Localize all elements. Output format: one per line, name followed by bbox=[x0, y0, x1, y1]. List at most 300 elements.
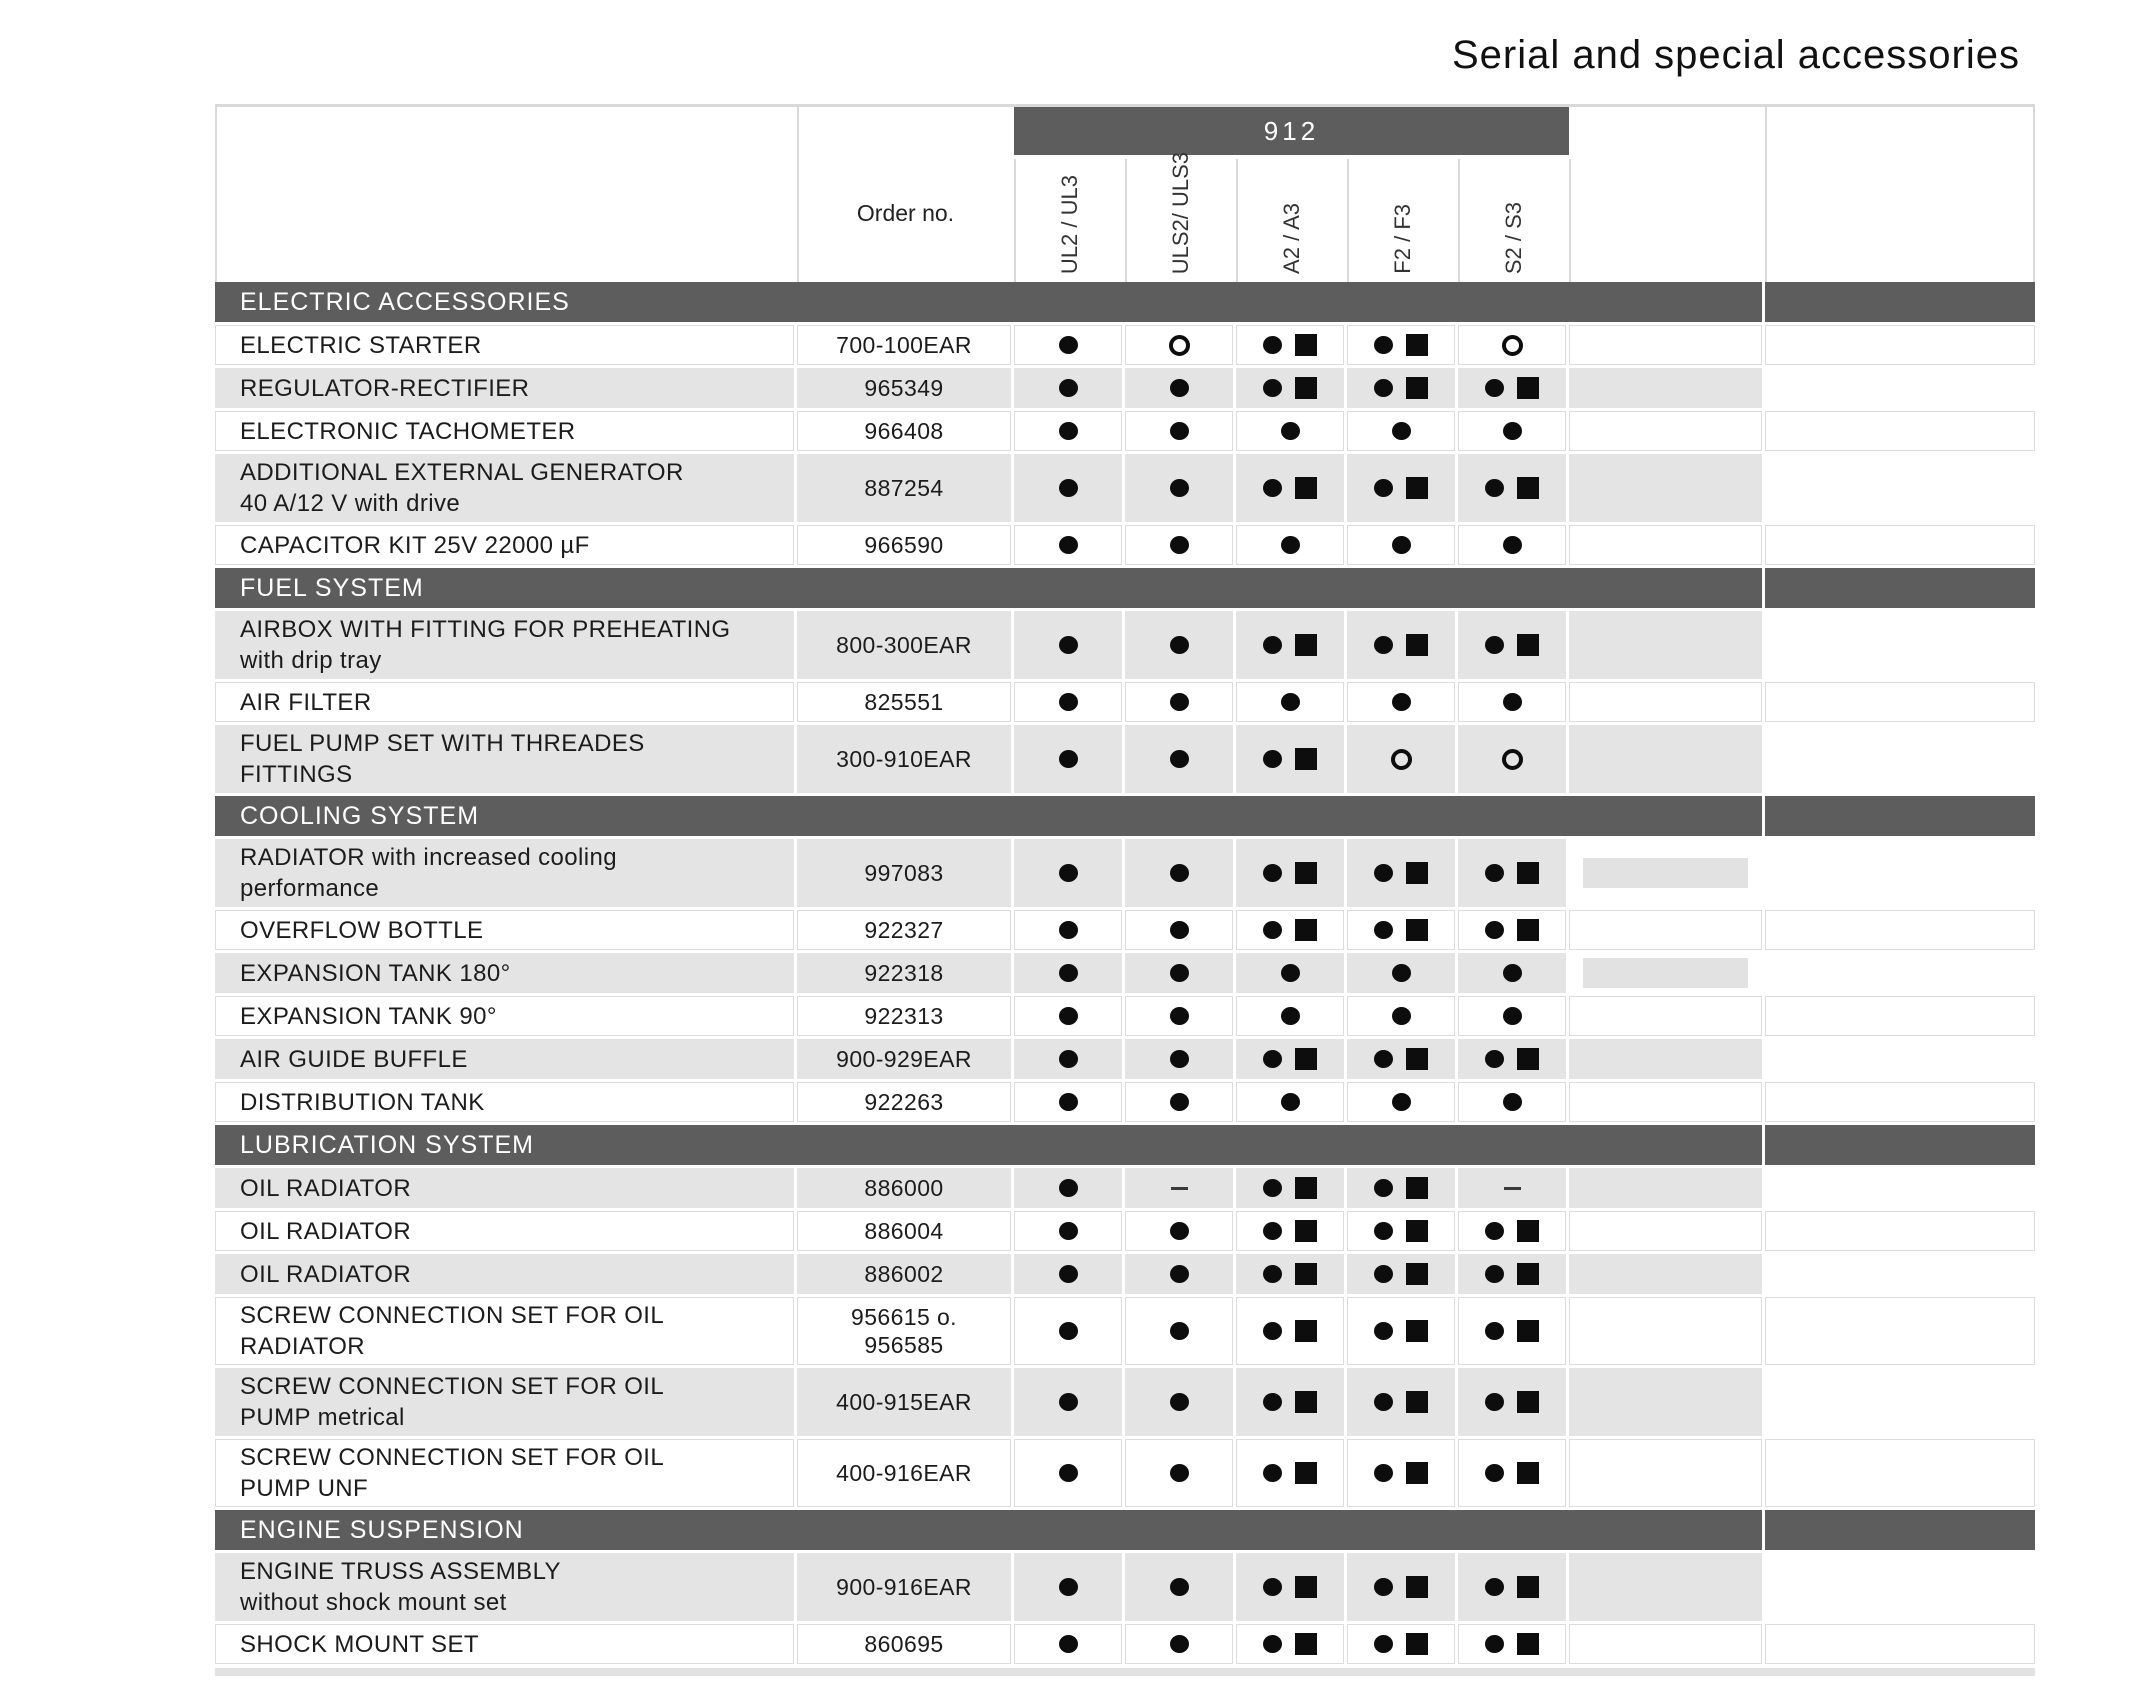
filled-dot-icon bbox=[1374, 479, 1393, 497]
order-no-cell bbox=[797, 1553, 1011, 1621]
filled-dot-icon bbox=[1485, 479, 1504, 497]
item-name-cell bbox=[215, 1368, 794, 1436]
filled-square-icon bbox=[1406, 1177, 1428, 1199]
engine-col-label bbox=[1347, 159, 1458, 280]
mark-cell bbox=[1125, 839, 1233, 907]
item-name-cell bbox=[215, 525, 794, 565]
mark-cell bbox=[1347, 1553, 1455, 1621]
open-circle-icon bbox=[1502, 335, 1523, 356]
gap-cell bbox=[1569, 1624, 1762, 1664]
filled-dot-icon bbox=[1059, 1179, 1078, 1197]
table-header bbox=[215, 104, 2035, 282]
item-name-line: EXPANSION TANK 90° bbox=[240, 1002, 497, 1030]
filled-dot-icon bbox=[1485, 1222, 1504, 1240]
mark-cell bbox=[1125, 325, 1233, 365]
table-left-border bbox=[215, 104, 217, 282]
item-name-cell bbox=[215, 910, 794, 950]
filled-square-icon bbox=[1517, 1220, 1539, 1242]
item-name-line: OIL RADIATOR bbox=[240, 1217, 412, 1245]
mark-cell bbox=[1458, 1553, 1566, 1621]
mark-cell bbox=[1347, 1368, 1455, 1436]
filled-dot-icon bbox=[1485, 921, 1504, 939]
mark-cell bbox=[1236, 1439, 1344, 1507]
filled-dot-icon bbox=[1485, 1265, 1504, 1283]
item-name-line: DISTRIBUTION TANK bbox=[240, 1088, 485, 1116]
filled-square-icon bbox=[1517, 1263, 1539, 1285]
filled-square-icon bbox=[1295, 334, 1317, 356]
mark-cell bbox=[1236, 839, 1344, 907]
item-name-cell bbox=[215, 411, 794, 451]
mark-cell bbox=[1236, 682, 1344, 722]
engine-col-label bbox=[1014, 159, 1125, 280]
filled-dot-icon bbox=[1485, 1322, 1504, 1340]
mark-cell bbox=[1236, 1254, 1344, 1294]
mark-cell bbox=[1125, 1168, 1233, 1208]
mark-cell bbox=[1125, 1039, 1233, 1079]
right-margin-cell bbox=[1765, 454, 2035, 522]
item-name-line: SHOCK MOUNT SET bbox=[240, 1630, 479, 1658]
mark-cell bbox=[1236, 1082, 1344, 1122]
section-bar-right bbox=[1765, 282, 2035, 322]
filled-dot-icon bbox=[1059, 1007, 1078, 1025]
filled-dot-icon bbox=[1059, 964, 1078, 982]
order-no: 997083 bbox=[864, 860, 944, 886]
mark-cell bbox=[1125, 682, 1233, 722]
gap-cell bbox=[1569, 1553, 1762, 1621]
order-no-cell bbox=[797, 1439, 1011, 1507]
item-name-cell bbox=[215, 611, 794, 679]
mark-cell bbox=[1125, 1553, 1233, 1621]
mark-cell bbox=[1125, 910, 1233, 950]
item-row bbox=[215, 411, 2035, 451]
order-no: 965349 bbox=[864, 375, 944, 401]
filled-dot-icon bbox=[1059, 636, 1078, 654]
mark-cell bbox=[1347, 839, 1455, 907]
mark-cell bbox=[1347, 454, 1455, 522]
item-name-cell bbox=[215, 368, 794, 408]
item-name-line: EXPANSION TANK 180° bbox=[240, 959, 511, 987]
mark-cell bbox=[1014, 1368, 1122, 1436]
section-bar-right bbox=[1765, 796, 2035, 836]
order-no: 825551 bbox=[864, 689, 944, 715]
order-no: 922318 bbox=[864, 960, 944, 986]
mark-cell bbox=[1125, 1254, 1233, 1294]
item-name-cell bbox=[215, 1553, 794, 1621]
filled-dot-icon bbox=[1374, 1050, 1393, 1068]
filled-dot-icon bbox=[1170, 1093, 1189, 1111]
filled-dot-icon bbox=[1263, 636, 1282, 654]
filled-square-icon bbox=[1406, 477, 1428, 499]
filled-dot-icon bbox=[1374, 379, 1393, 397]
col-separator bbox=[1347, 159, 1349, 282]
right-margin-cell bbox=[1765, 1039, 2035, 1079]
filled-dot-icon bbox=[1263, 750, 1282, 768]
filled-dot-icon bbox=[1059, 422, 1078, 440]
item-name-line: OIL RADIATOR bbox=[240, 1174, 412, 1202]
mark-cell bbox=[1014, 368, 1122, 408]
item-name-cell bbox=[215, 1254, 794, 1294]
mark-cell bbox=[1014, 1168, 1122, 1208]
filled-dot-icon bbox=[1170, 964, 1189, 982]
order-no: 922327 bbox=[864, 917, 944, 943]
mark-cell bbox=[1458, 839, 1566, 907]
filled-dot-icon bbox=[1281, 1093, 1300, 1111]
filled-square-icon bbox=[1517, 862, 1539, 884]
item-name-line: ELECTRIC STARTER bbox=[240, 331, 482, 359]
mark-cell bbox=[1125, 996, 1233, 1036]
right-margin-cell bbox=[1765, 525, 2035, 565]
filled-dot-icon bbox=[1170, 1007, 1189, 1025]
section-bar bbox=[215, 568, 2035, 608]
item-name-line: AIRBOX WITH FITTING FOR PREHEATING bbox=[240, 616, 731, 643]
item-row bbox=[215, 1211, 2035, 1251]
filled-dot-icon bbox=[1059, 750, 1078, 768]
filled-dot-icon bbox=[1170, 1222, 1189, 1240]
item-name-line: AIR FILTER bbox=[240, 688, 372, 716]
filled-square-icon bbox=[1517, 1576, 1539, 1598]
engine-col-label bbox=[1236, 159, 1347, 280]
mark-cell bbox=[1014, 682, 1122, 722]
item-name-cell bbox=[215, 953, 794, 993]
filled-square-icon bbox=[1517, 477, 1539, 499]
filled-dot-icon bbox=[1263, 336, 1282, 354]
item-name-cell bbox=[215, 682, 794, 722]
order-no: 800-300EAR bbox=[836, 632, 972, 658]
item-name-line: SCREW CONNECTION SET FOR OIL bbox=[240, 1444, 665, 1471]
order-no: 956585 bbox=[864, 1332, 944, 1358]
mark-cell bbox=[1236, 1297, 1344, 1365]
order-no-cell bbox=[797, 1297, 1011, 1365]
mark-cell bbox=[1347, 996, 1455, 1036]
filled-dot-icon bbox=[1059, 693, 1078, 711]
item-name-line: with drip tray bbox=[240, 647, 382, 674]
gap-cell bbox=[1569, 368, 1762, 408]
col-separator bbox=[1569, 159, 1571, 282]
side-placeholder-box bbox=[1583, 858, 1748, 888]
mark-cell bbox=[1125, 953, 1233, 993]
item-row bbox=[215, 1168, 2035, 1208]
gap-cell bbox=[1569, 1368, 1762, 1436]
filled-dot-icon bbox=[1263, 1222, 1282, 1240]
filled-square-icon bbox=[1295, 634, 1317, 656]
mark-cell bbox=[1347, 953, 1455, 993]
order-no-cell bbox=[797, 1254, 1011, 1294]
col-separator bbox=[1125, 159, 1127, 282]
order-no-cell bbox=[797, 1624, 1011, 1664]
mark-cell bbox=[1347, 325, 1455, 365]
gap-cell bbox=[1569, 953, 1762, 993]
filled-dot-icon bbox=[1485, 1393, 1504, 1411]
mark-cell bbox=[1347, 682, 1455, 722]
item-row bbox=[215, 725, 2035, 793]
filled-square-icon bbox=[1517, 1391, 1539, 1413]
item-row bbox=[215, 1039, 2035, 1079]
order-no: 886002 bbox=[864, 1261, 944, 1287]
engine-col-label-text: S2 / S3 bbox=[1500, 201, 1526, 274]
order-no-cell bbox=[797, 454, 1011, 522]
filled-dot-icon bbox=[1281, 536, 1300, 554]
mark-cell bbox=[1458, 1254, 1566, 1294]
mark-cell bbox=[1125, 368, 1233, 408]
mark-cell bbox=[1014, 525, 1122, 565]
item-row bbox=[215, 611, 2035, 679]
mark-cell bbox=[1458, 1439, 1566, 1507]
mark-cell bbox=[1014, 1439, 1122, 1507]
mark-cell bbox=[1458, 910, 1566, 950]
filled-dot-icon bbox=[1059, 1093, 1078, 1111]
filled-dot-icon bbox=[1170, 422, 1189, 440]
mark-cell bbox=[1236, 525, 1344, 565]
filled-dot-icon bbox=[1059, 1265, 1078, 1283]
filled-square-icon bbox=[1406, 377, 1428, 399]
order-no-cell bbox=[797, 910, 1011, 950]
item-row bbox=[215, 1082, 2035, 1122]
filled-square-icon bbox=[1295, 862, 1317, 884]
mark-cell bbox=[1458, 996, 1566, 1036]
right-margin-cell bbox=[1765, 1211, 2035, 1251]
filled-dot-icon bbox=[1281, 964, 1300, 982]
mark-cell bbox=[1014, 454, 1122, 522]
item-name-line: SCREW CONNECTION SET FOR OIL bbox=[240, 1302, 665, 1329]
mark-cell bbox=[1125, 1211, 1233, 1251]
item-row bbox=[215, 996, 2035, 1036]
item-row bbox=[215, 910, 2035, 950]
filled-square-icon bbox=[1295, 1177, 1317, 1199]
item-name-cell bbox=[215, 1211, 794, 1251]
filled-dot-icon bbox=[1059, 336, 1078, 354]
item-name-cell bbox=[215, 1624, 794, 1664]
mark-cell bbox=[1458, 1168, 1566, 1208]
mark-cell bbox=[1014, 953, 1122, 993]
mark-cell bbox=[1236, 725, 1344, 793]
filled-square-icon bbox=[1295, 748, 1317, 770]
filled-dot-icon bbox=[1059, 921, 1078, 939]
mark-cell bbox=[1125, 411, 1233, 451]
filled-dot-icon bbox=[1503, 1093, 1522, 1111]
filled-dot-icon bbox=[1170, 1393, 1189, 1411]
order-no: 922313 bbox=[864, 1003, 944, 1029]
mark-cell bbox=[1347, 525, 1455, 565]
gap-cell bbox=[1569, 725, 1762, 793]
filled-dot-icon bbox=[1503, 1007, 1522, 1025]
item-row bbox=[215, 1254, 2035, 1294]
item-name-cell bbox=[215, 1082, 794, 1122]
right-margin-cell bbox=[1765, 1254, 2035, 1294]
filled-square-icon bbox=[1406, 1263, 1428, 1285]
filled-dot-icon bbox=[1059, 536, 1078, 554]
mark-cell bbox=[1014, 1624, 1122, 1664]
order-no-cell bbox=[797, 1368, 1011, 1436]
section-bar-right bbox=[1765, 1125, 2035, 1165]
filled-dot-icon bbox=[1374, 336, 1393, 354]
item-name-cell bbox=[215, 1039, 794, 1079]
filled-dot-icon bbox=[1485, 864, 1504, 882]
item-name-cell bbox=[215, 1168, 794, 1208]
filled-dot-icon bbox=[1263, 479, 1282, 497]
order-no: 400-916EAR bbox=[836, 1460, 972, 1486]
open-circle-icon bbox=[1169, 335, 1190, 356]
gap-cell bbox=[1569, 1297, 1762, 1365]
section-title: LUBRICATION SYSTEM bbox=[240, 1130, 534, 1159]
filled-square-icon bbox=[1295, 1576, 1317, 1598]
filled-dot-icon bbox=[1503, 536, 1522, 554]
section-bar-left bbox=[215, 568, 1762, 608]
mark-cell bbox=[1125, 1297, 1233, 1365]
filled-dot-icon bbox=[1374, 1322, 1393, 1340]
mark-cell bbox=[1347, 1039, 1455, 1079]
gap-cell bbox=[1569, 454, 1762, 522]
gap-cell bbox=[1569, 1082, 1762, 1122]
filled-dot-icon bbox=[1170, 1578, 1189, 1596]
engine-col-label-text: F2 / F3 bbox=[1389, 204, 1415, 274]
item-name-cell bbox=[215, 996, 794, 1036]
filled-dot-icon bbox=[1392, 964, 1411, 982]
mark-cell bbox=[1014, 1039, 1122, 1079]
filled-square-icon bbox=[1406, 634, 1428, 656]
right-margin-cell bbox=[1765, 953, 2035, 993]
item-name-line: CAPACITOR KIT 25V 22000 µF bbox=[240, 531, 590, 559]
table-bottom-strip bbox=[215, 1668, 2035, 1676]
order-no-cell bbox=[797, 996, 1011, 1036]
filled-square-icon bbox=[1295, 477, 1317, 499]
filled-dot-icon bbox=[1374, 1635, 1393, 1653]
filled-square-icon bbox=[1295, 1391, 1317, 1413]
filled-dot-icon bbox=[1503, 693, 1522, 711]
filled-dot-icon bbox=[1263, 1393, 1282, 1411]
filled-dot-icon bbox=[1392, 1093, 1411, 1111]
item-row bbox=[215, 454, 2035, 522]
filled-square-icon bbox=[1295, 377, 1317, 399]
mark-cell bbox=[1125, 725, 1233, 793]
filled-dot-icon bbox=[1059, 479, 1078, 497]
filled-dot-icon bbox=[1170, 1265, 1189, 1283]
mark-cell bbox=[1125, 1439, 1233, 1507]
right-margin-cell bbox=[1765, 682, 2035, 722]
right-margin-cell bbox=[1765, 1553, 2035, 1621]
filled-dot-icon bbox=[1263, 1265, 1282, 1283]
mark-cell bbox=[1236, 1368, 1344, 1436]
filled-dot-icon bbox=[1059, 1393, 1078, 1411]
order-no-cell bbox=[797, 368, 1011, 408]
right-margin-cell bbox=[1765, 1368, 2035, 1436]
section-bar-left bbox=[215, 1125, 1762, 1165]
item-row bbox=[215, 839, 2035, 907]
order-col-label: Order no. bbox=[856, 200, 955, 226]
filled-dot-icon bbox=[1485, 1464, 1504, 1482]
filled-dot-icon bbox=[1281, 422, 1300, 440]
mark-cell bbox=[1347, 1082, 1455, 1122]
filled-square-icon bbox=[1517, 1633, 1539, 1655]
order-no: 900-929EAR bbox=[836, 1046, 972, 1072]
right-margin-cell bbox=[1765, 996, 2035, 1036]
right-margin-cell bbox=[1765, 1439, 2035, 1507]
right-margin-cell bbox=[1765, 839, 2035, 907]
order-no-cell bbox=[797, 1082, 1011, 1122]
mark-cell bbox=[1458, 325, 1566, 365]
gap-cell bbox=[1569, 1211, 1762, 1251]
right-margin-cell bbox=[1765, 325, 2035, 365]
filled-dot-icon bbox=[1263, 1464, 1282, 1482]
filled-dot-icon bbox=[1374, 1393, 1393, 1411]
item-row bbox=[215, 1553, 2035, 1621]
right-margin-cell bbox=[1765, 411, 2035, 451]
item-row bbox=[215, 368, 2035, 408]
filled-dot-icon bbox=[1263, 864, 1282, 882]
mark-cell bbox=[1236, 1624, 1344, 1664]
mark-cell bbox=[1236, 1211, 1344, 1251]
filled-square-icon bbox=[1295, 1048, 1317, 1070]
item-name-cell bbox=[215, 454, 794, 522]
mark-cell bbox=[1125, 454, 1233, 522]
item-name-line: PUMP metrical bbox=[240, 1404, 405, 1431]
order-no-cell bbox=[797, 725, 1011, 793]
filled-dot-icon bbox=[1170, 1635, 1189, 1653]
dash-icon bbox=[1504, 1187, 1521, 1190]
filled-square-icon bbox=[1295, 1263, 1317, 1285]
table-body bbox=[215, 282, 2035, 1664]
item-row bbox=[215, 525, 2035, 565]
section-bar bbox=[215, 1510, 2035, 1550]
filled-dot-icon bbox=[1170, 379, 1189, 397]
item-name-line: RADIATOR with increased cooling bbox=[240, 844, 617, 871]
filled-dot-icon bbox=[1170, 536, 1189, 554]
filled-dot-icon bbox=[1263, 1179, 1282, 1197]
table-right-border bbox=[2033, 104, 2035, 282]
filled-dot-icon bbox=[1374, 921, 1393, 939]
filled-dot-icon bbox=[1503, 422, 1522, 440]
mark-cell bbox=[1014, 910, 1122, 950]
order-no: 887254 bbox=[864, 475, 944, 501]
mark-cell bbox=[1236, 910, 1344, 950]
filled-dot-icon bbox=[1485, 1050, 1504, 1068]
filled-dot-icon bbox=[1263, 379, 1282, 397]
item-name-line: without shock mount set bbox=[240, 1589, 507, 1616]
filled-dot-icon bbox=[1263, 1050, 1282, 1068]
mark-cell bbox=[1458, 1624, 1566, 1664]
mark-cell bbox=[1236, 325, 1344, 365]
order-no-cell bbox=[797, 525, 1011, 565]
gap-cell bbox=[1569, 996, 1762, 1036]
order-no-cell bbox=[797, 682, 1011, 722]
filled-square-icon bbox=[1406, 1462, 1428, 1484]
group-header-912: 912 bbox=[1014, 107, 1569, 155]
order-no: 922263 bbox=[864, 1089, 944, 1115]
engine-col-label bbox=[1125, 151, 1236, 280]
engine-col-label-text: A2 / A3 bbox=[1278, 203, 1304, 274]
gap-cell bbox=[1569, 525, 1762, 565]
mark-cell bbox=[1125, 525, 1233, 565]
mark-cell bbox=[1236, 411, 1344, 451]
filled-dot-icon bbox=[1263, 1578, 1282, 1596]
gap-cell bbox=[1569, 839, 1762, 907]
filled-square-icon bbox=[1517, 1048, 1539, 1070]
section-bar bbox=[215, 796, 2035, 836]
filled-square-icon bbox=[1406, 919, 1428, 941]
mark-cell bbox=[1125, 1368, 1233, 1436]
item-name-line: ELECTRONIC TACHOMETER bbox=[240, 417, 576, 445]
mark-cell bbox=[1458, 1039, 1566, 1079]
item-name-line: OVERFLOW BOTTLE bbox=[240, 916, 484, 944]
order-no: 886000 bbox=[864, 1175, 944, 1201]
filled-dot-icon bbox=[1170, 693, 1189, 711]
filled-square-icon bbox=[1517, 1462, 1539, 1484]
mark-cell bbox=[1236, 368, 1344, 408]
col-separator bbox=[1236, 159, 1238, 282]
right-margin-cell bbox=[1765, 368, 2035, 408]
item-name-line: PUMP UNF bbox=[240, 1475, 369, 1502]
mark-cell bbox=[1236, 1168, 1344, 1208]
filled-square-icon bbox=[1406, 862, 1428, 884]
